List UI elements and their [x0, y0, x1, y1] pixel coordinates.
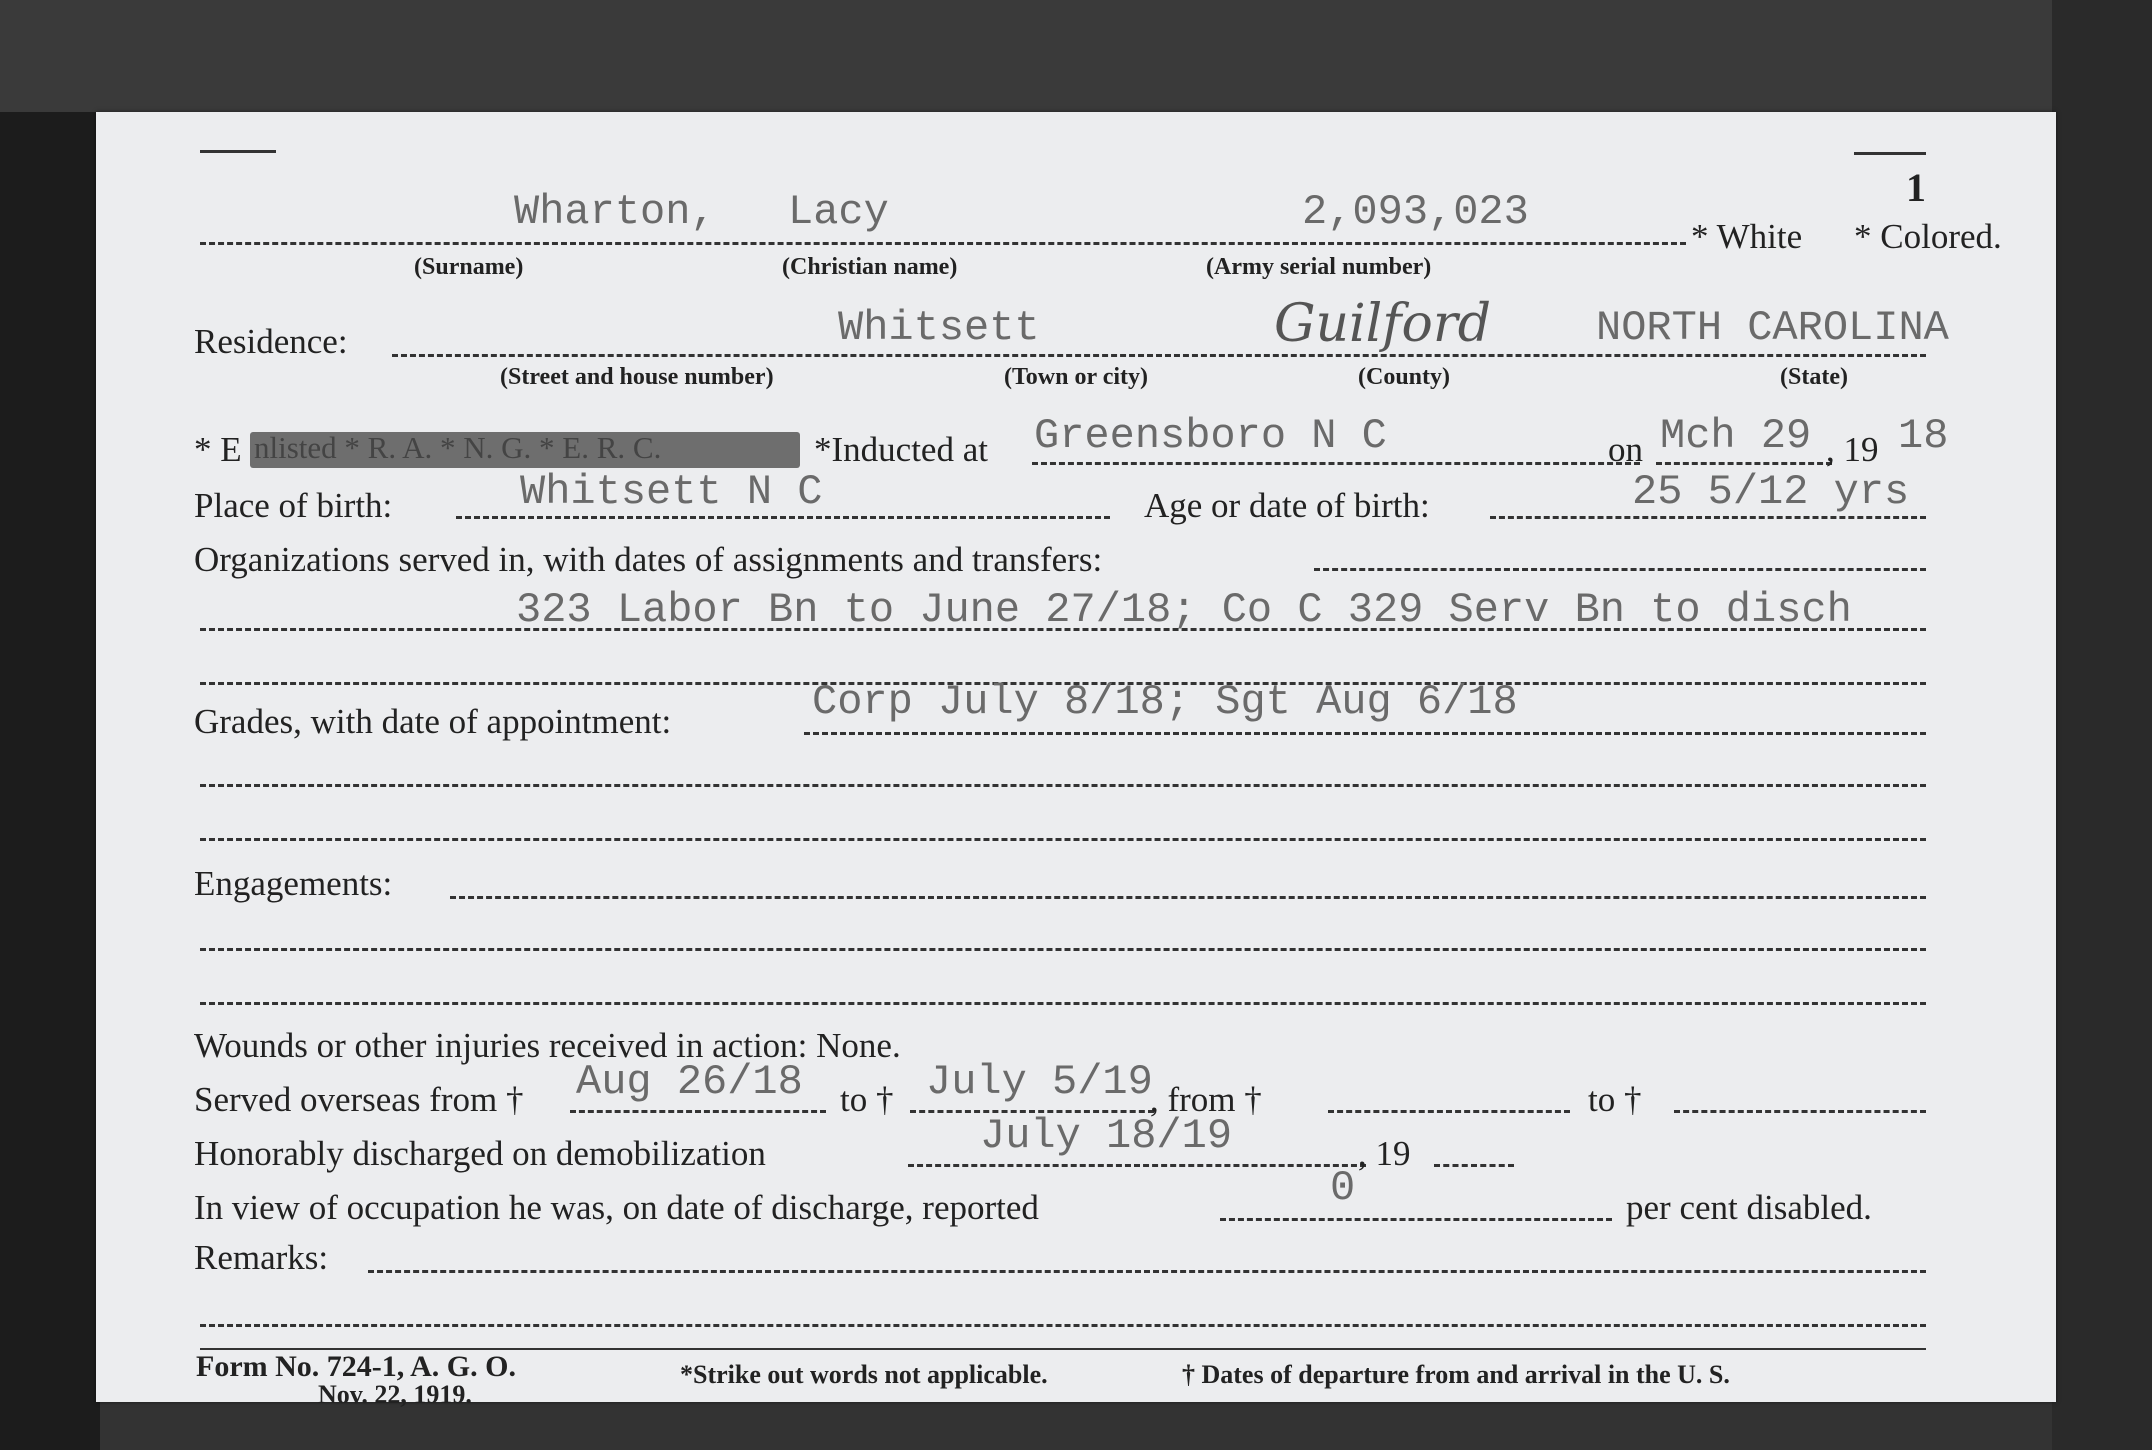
disability-line — [1220, 1218, 1612, 1221]
top-rule-right — [1854, 152, 1926, 155]
name-line — [200, 242, 1686, 245]
town-value: Whitsett — [838, 304, 1040, 352]
scan-border-left — [0, 0, 100, 1450]
residence-line — [392, 354, 1926, 357]
surname-value: Wharton, — [514, 188, 716, 236]
age-line — [1490, 516, 1926, 519]
year-prefix: , 19 — [1826, 430, 1879, 469]
discharge-date-line — [908, 1164, 1366, 1167]
inducted-place-value: Greensboro N C — [1034, 412, 1387, 460]
grades-line-1 — [804, 732, 1926, 735]
discharge-year-prefix: , 19 — [1358, 1134, 1411, 1173]
inducted-date-line — [1656, 462, 1832, 465]
remarks-line-1 — [368, 1270, 1926, 1273]
overseas-to-label: to † — [840, 1080, 894, 1119]
on-label: on — [1608, 430, 1643, 469]
footnote-strike: *Strike out words not applicable. — [680, 1360, 1048, 1389]
overseas-from-line — [570, 1110, 826, 1113]
label-christian-name: (Christian name) — [782, 254, 958, 280]
form-date: Nov. 22, 1919. — [318, 1380, 472, 1409]
birth-place-label: Place of birth: — [194, 486, 393, 525]
race-colored: * Colored. — [1854, 217, 2002, 256]
service-record-card — [96, 112, 2056, 1409]
organizations-line-1 — [1314, 568, 1926, 571]
wounds-label: Wounds or other injuries received in action: None. — [194, 1026, 901, 1065]
discharge-label: Honorably discharged on demobilization — [194, 1134, 766, 1173]
serial-number-value: 2,093,023 — [1302, 188, 1529, 236]
enlisted-prefix: * E — [194, 430, 242, 469]
residence-label: Residence: — [194, 322, 348, 361]
label-surname: (Surname) — [414, 254, 524, 280]
scan-border-top — [0, 0, 2152, 112]
age-label: Age or date of birth: — [1144, 486, 1430, 525]
inducted-year-value: 18 — [1898, 412, 1949, 460]
inducted-date-value: Mch 29 — [1660, 412, 1812, 460]
disability-suffix: per cent disabled. — [1626, 1188, 1872, 1227]
label-county: (County) — [1358, 364, 1451, 390]
discharge-year-line — [1434, 1164, 1514, 1167]
overseas-from-value: Aug 26/18 — [576, 1058, 803, 1106]
label-street: (Street and house number) — [500, 364, 774, 390]
top-rule-left — [200, 150, 276, 153]
second-to-label: to † — [1588, 1080, 1642, 1119]
form-number: Form No. 724-1, A. G. O. — [196, 1350, 516, 1383]
engagements-line-3 — [200, 1002, 1926, 1005]
disability-value: 0 — [1330, 1164, 1356, 1212]
organizations-line-2 — [200, 628, 1926, 631]
christian-name-value: Lacy — [788, 188, 889, 236]
second-to-line — [1674, 1110, 1926, 1113]
label-serial-number: (Army serial number) — [1206, 254, 1432, 280]
second-from-label: , from † — [1150, 1080, 1262, 1119]
grades-label: Grades, with date of appointment: — [194, 702, 672, 741]
birth-place-line — [456, 516, 1110, 519]
grades-value: Corp July 8/18; Sgt Aug 6/18 — [812, 678, 1518, 726]
birth-place-value: Whitsett N C — [520, 468, 823, 516]
age-value: 25 5/12 yrs — [1632, 468, 1910, 516]
label-town: (Town or city) — [1004, 364, 1148, 390]
grades-line-2 — [200, 784, 1926, 787]
inducted-place-line — [1032, 462, 1640, 465]
remarks-line-2 — [200, 1324, 1926, 1327]
scan-border-right — [2052, 0, 2152, 1450]
engagements-line-2 — [200, 948, 1926, 951]
state-value: NORTH CAROLINA — [1596, 304, 1949, 352]
engagements-label: Engagements: — [194, 864, 393, 903]
engagements-line-1 — [450, 896, 1926, 899]
grades-line-3 — [200, 838, 1926, 841]
race-white: * White — [1691, 217, 1803, 256]
card-number: 1 — [1906, 165, 1926, 210]
organizations-label: Organizations served in, with dates of assignments and transfers: — [194, 540, 1103, 579]
organizations-value: 323 Labor Bn to June 27/18; Co C 329 Serv Bn to disch — [516, 586, 1852, 634]
enlisted-struck-text: nlisted * R. A. * N. G. * E. R. C. — [254, 430, 662, 465]
disability-label: In view of occupation he was, on date of discharge, reported — [194, 1188, 1039, 1227]
remarks-label: Remarks: — [194, 1238, 329, 1277]
overseas-label: Served overseas from † — [194, 1080, 524, 1119]
inducted-label: *Inducted at — [814, 430, 988, 469]
overseas-to-value: July 5/19 — [926, 1058, 1153, 1106]
discharge-date-value: July 18/19 — [980, 1112, 1233, 1160]
footnote-dates: † Dates of departure from and arrival in the U. S. — [1182, 1360, 1730, 1389]
label-state: (State) — [1780, 364, 1848, 390]
county-value: Guilford — [1274, 294, 1491, 354]
second-from-line — [1328, 1110, 1570, 1113]
